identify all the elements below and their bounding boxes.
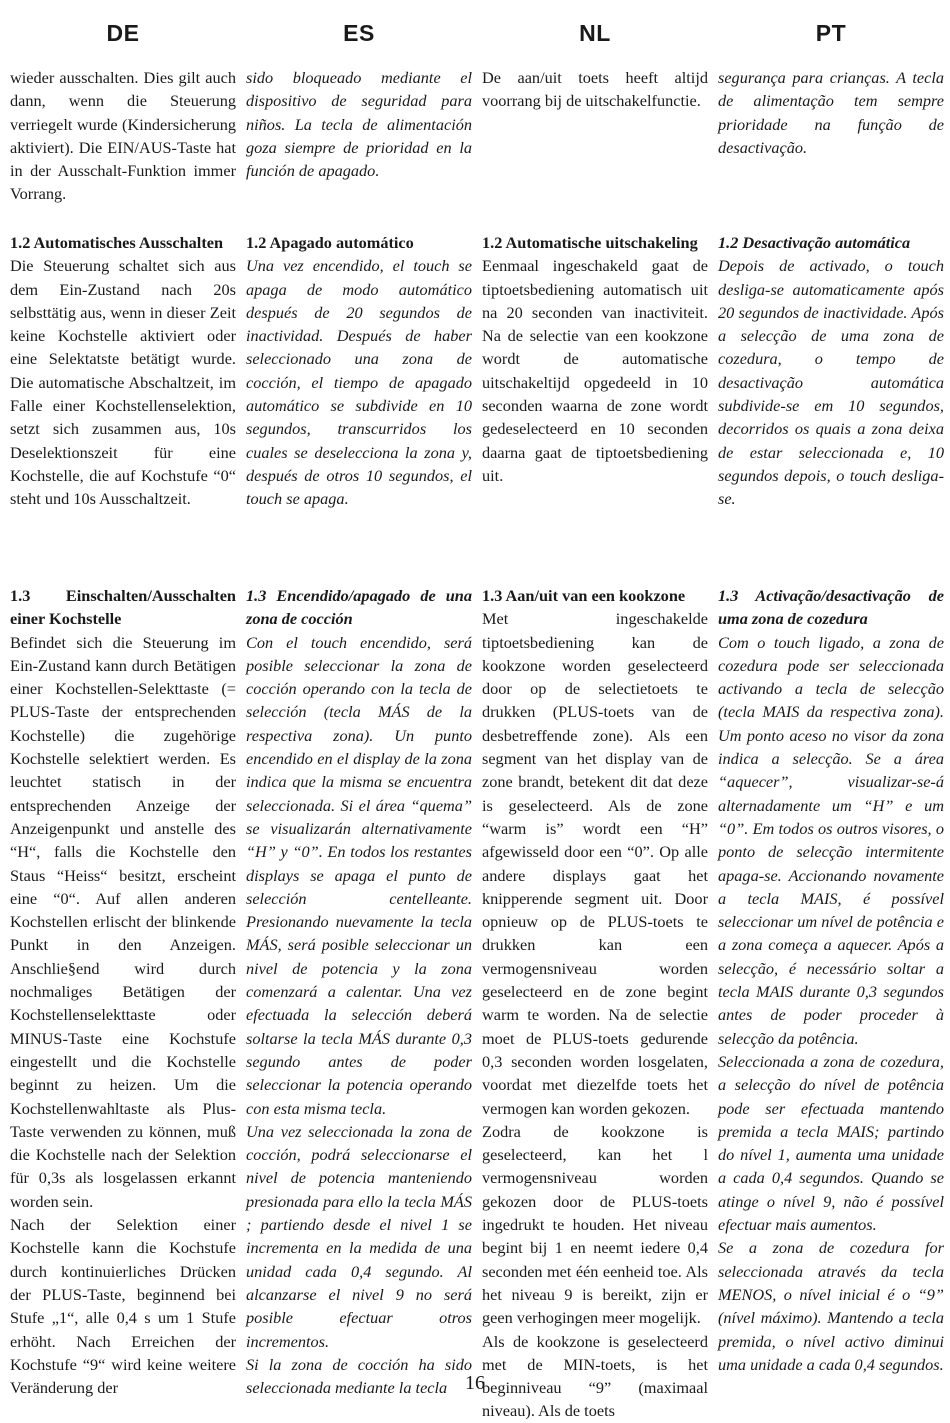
paragraph: Befindet sich die Steuerung im Ein-Zustand kann durch Betätigen einer Kochstellen-Selekttaste (= PLUS-Taste der entsprechenden Kochstelle) die zugehörige Kochstelle selektiert werden. Es leuchtet statisch in der entsprechenden Anzeige der Anzeigenpunkt und anstelle des “H“, falls die Kochstelle den Staus “Heiss“ besitzt, erscheint eine “0“. Auf allen anderen Kochstellen erlischt der blinkende Punkt in den Anzeigen. Anschlie§end wird durch nochmaliges Betätigen der Kochstellenselekttaste oder MINUS-Taste eine Kochstufe eingestellt und die Kochstelle beginnt zu heizen. Um die Kochstellenwahltaste als Plus-Taste verwenden zu können, muß die Kochstelle nach der Selektion für 0,3s als losgelassen erkannt worden sein. xyxy=(10,632,236,1211)
paragraph: Seleccionada a zona de cozedura, a selecção do nível de potência pode ser efectuada mantendo premida a tecla MAIS; partindo do nível 1, aumenta uma unidade a cada 0,4 segundos. Quando se atinge o nível 9, não é possível efectuar mais aumentos. xyxy=(718,1051,944,1235)
paragraph: Depois de activado, o touch desliga-se automaticamente após 20 segundos de inactividade. Após a selecção de uma zona de cozedura, o tempo de desactivação automática subdivide-se em 10 segundos, decorridos os quais a zona deixa de estar seleccionada e, 10 segundos depois, o touch desliga-se. xyxy=(718,256,944,509)
page-number: 16 xyxy=(465,1372,485,1394)
paragraph: Una vez encendido, el touch se apaga de modo automático después de 20 segundos de inactividad. Después de haber seleccionado una zona de cocción, el tiempo de apagado automático se subdivide en 10 segundos, transcurridos los cuales se deselecciona la zona y, después de otros 10 segundos, el touch se apaga. xyxy=(246,256,472,509)
section1-col-es xyxy=(246,66,472,182)
paragraph: Una vez seleccionada la zona de cocción, podrá seleccionarse el nivel de potencia manteniendo presionada para ello la tecla MÁS ; partiendo desde el nivel 1 se incrementa en la medida de una unidad cada 0,4 segundo. Al alcanzarse el nivel 9 no será posible efectuar otros incrementos. xyxy=(246,1121,472,1351)
section-heading: 1.3 Aan/uit van een kookzone xyxy=(482,586,686,605)
section3-col-nl xyxy=(482,584,708,1423)
paragraph: Com o touch ligado, a zona de cozedura pode ser seleccionada activando a tecla de selecção (tecla MAIS da respectiva zona). Um ponto aceso no visor da zona indica a selecção. Se a área “aquecer”, visualizar-se-á alternadamente um “H” e um “0”. Em todos os outros visores, o ponto de selecção intermitente apaga-se. Accionando novamente a tecla MAIS, é possível seleccionar um nível de potência e a zona começa a aquecer. Após a selecção, é necessário soltar a tecla MAIS durante 0,3 segundos antes de poder proceder à selecção da potência. xyxy=(718,632,944,1048)
section-heading: 1.2 Automatisches Ausschalten xyxy=(10,233,224,252)
section2-col-nl xyxy=(482,231,708,487)
section2-col-pt xyxy=(718,231,944,511)
section3-col-pt xyxy=(718,584,944,1376)
column-header-de: DE xyxy=(106,20,140,46)
section-heading: 1.2 Apagado automático xyxy=(246,233,414,252)
column-header-pt: PT xyxy=(815,20,847,46)
section-heading: 1.3 Encendido/apagado de una zona de cocción xyxy=(246,586,472,629)
column-header-es: ES xyxy=(343,20,375,46)
section3-col-es xyxy=(246,584,472,1399)
paragraph: wieder ausschalten. Dies gilt auch dann, wenn die Steuerung verriegelt wurde (Kindersicherung aktiviert). Die EIN/AUS-Taste hat in der Ausschalt-Funktion immer Vorrang. xyxy=(10,68,236,204)
paragraph: Se a zona de cozedura for seleccionada através da tecla MENOS, o nível inicial é o “9” (nível máximo). Mantendo a tecla premida, o nível activo diminui uma unidade a cada 0,4 segundos. xyxy=(718,1238,944,1374)
paragraph: De aan/uit toets heeft altijd voorrang bij de uitschakelfunctie. xyxy=(482,68,708,111)
section1-col-pt xyxy=(718,66,944,159)
section2-col-es xyxy=(246,231,472,511)
paragraph: Met ingeschakelde tiptoetsbediening kan de kookzone worden geselecteerd door op de selectietoets te drukken (PLUS-toets van de desbetreffende zone). Als een segment van het display van de zone brandt, betekent dit dat deze is geselecteerd. Als de zone “warm is” wordt een “H” afgewisseld door een “0”. Op alle andere displays gaat het knipperende segment uit. Door opnieuw op de PLUS-toets te drukken kan een vermogensniveau worden geselecteerd en de zone begint warm te worden. Na de selectie moet de PLUS-toets gedurende 0,3 seconden worden losgelaten, voordat met diezelfde toets het vermogen kan worden gekozen. xyxy=(482,609,708,1118)
section-heading: 1.2 Desactivação automática xyxy=(718,233,911,252)
section-heading: 1.3 Einschalten/Ausschalten einer Kochstelle xyxy=(10,586,236,629)
section-heading: 1.3 Activação/desactivação de uma zona de cozedura xyxy=(718,586,944,629)
section1-col-de xyxy=(10,66,236,206)
paragraph: Die Steuerung schaltet sich aus dem Ein-Zustand nach 20s selbsttätig aus, wenn in dieser Zeit keine Kochstelle aktiviert oder eine Selektatste betätigt wurde. Die automatische Abschaltzeit, im Falle einer Kochstellenselektion, setzt sich zusammen aus, 10s Deselektionszeit für eine Kochstelle, die auf Kochstufe “0“ steht und 10s Ausschaltzeit. xyxy=(10,256,236,509)
section1-col-nl xyxy=(482,66,708,113)
section-heading: 1.2 Automatische uitschakeling xyxy=(482,233,698,252)
paragraph: Nach der Selektion einer Kochstelle kann die Kochstufe durch kontinuierliches Drücken der PLUS-Taste, beginnend bei Stufe „1“, alle 0,4 s um 1 Stufe erhöht. Nach Erreichen der Kochstufe “9“ wird keine weitere Veränderung der xyxy=(10,1215,236,1398)
paragraph: Con el touch encendido, será posible seleccionar la zona de cocción operando con la tecla de selección (tecla MÁS de la respectiva zona). Un punto encendido en el display de la zona indica que la misma se encuentra seleccionada. Si el área “quema” se visualizarán alternativamente “H” y “0”. En todos los restantes displays se apaga el punto de selección centelleante. Presionando nuevamente la tecla MÁS, será posible seleccionar un nivel de potencia y la zona comenzará a calentar. Una vez efectuada la selección deberá soltarse la tecla MÁS durante 0,3 segundo antes de poder seleccionar la potencia operando con esta misma tecla. xyxy=(246,632,472,1118)
paragraph: sido bloqueado mediante el dispositivo de seguridad para niños. La tecla de alimentación goza siempre de prioridad en la función de apagado. xyxy=(246,68,472,181)
section2-col-de xyxy=(10,231,236,511)
paragraph: Si la zona de cocción ha sido seleccionada mediante la tecla xyxy=(246,1354,472,1398)
section3-col-de xyxy=(10,584,236,1399)
paragraph: Eenmaal ingeschakeld gaat de tiptoetsbediening automatisch uit na 20 seconden van inactiviteit. Na de selectie van een kookzone wordt de automatische uitschakeltijd opgedeeld in 10 seconden waarna de zone wordt gedeselecteerd en 10 seconden daarna gaat de tiptoetsbediening uit. xyxy=(482,256,708,485)
paragraph: Als de kookzone is geselecteerd met de MIN-toets, is het beginniveau “9” (maximaal niveau). Als de toets xyxy=(482,1331,708,1421)
paragraph: Zodra de kookzone is geselecteerd, kan het l vermogensniveau worden gekozen door de PLUS-toets ingedrukt te houden. Het niveau begint bij 1 en neemt iedere 0,4 seconden met één eenheid toe. Als het niveau 9 is bereikt, zijn er geen verhogingen meer mogelijk. xyxy=(482,1121,708,1328)
column-header-nl: NL xyxy=(579,20,611,46)
paragraph: segurança para crianças. A tecla de alimentação tem sempre prioridade na função de desactivação. xyxy=(718,68,944,157)
